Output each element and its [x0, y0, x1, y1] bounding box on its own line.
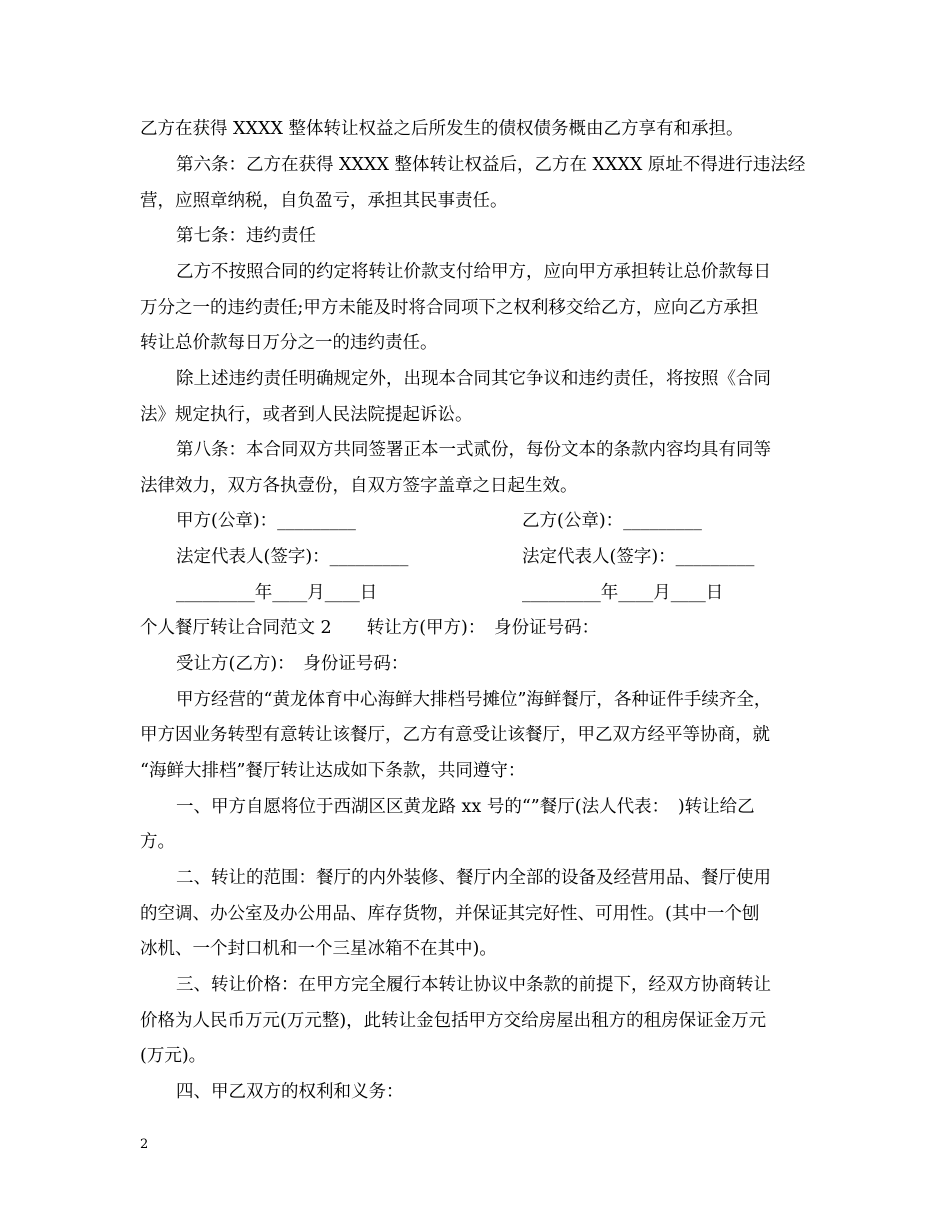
text-line: 万分之一的违约责任;甲方未能及时将合同项下之权利移交给乙方，应向乙方承担 — [140, 298, 759, 318]
party-a-representative: 法定代表人(签字)：_________ — [176, 547, 409, 567]
text-line: 价格为人民币万元(万元整)，此转让金包括甲方交给房屋出租方的租房保证金万元 — [140, 1011, 767, 1031]
text-line: 法》规定执行，或者到人民法院提起诉讼。 — [140, 405, 473, 425]
text-line: (万元)。 — [140, 1046, 207, 1066]
text-line: 法律效力，双方各执壹份，自双方签字盖章之日起生效。 — [140, 476, 578, 496]
clause-3-line: 三、转让价格：在甲方完全履行本转让协议中条款的前提下，经双方协商转让 — [176, 975, 771, 995]
text-line: 的空调、办公室及办公用品、库存货物，并保证其完好性、可用性。(其中一个刨 — [140, 904, 760, 924]
text-line: 营，应照章纳税，自负盈亏，承担其民事责任。 — [140, 191, 508, 211]
text-line: “海鲜大排档”餐厅转让达成如下条款，共同遵守： — [140, 761, 526, 781]
text-line: 转让总价款每日万分之一的违约责任。 — [140, 333, 438, 353]
clause-4-heading: 四、甲乙双方的权利和义务： — [176, 1082, 404, 1102]
clause-1-line: 一、甲方自愿将位于西湖区区黄龙路 xx 号的“”餐厅(法人代表： )转让给乙 — [176, 797, 755, 817]
text-line: 方。 — [140, 832, 175, 852]
party-b-seal: 乙方(公章)：_________ — [522, 511, 702, 531]
article-8-line: 第八条：本合同双方共同签署正本一式贰份，每份文本的条款内容均具有同等 — [176, 440, 771, 460]
page-number: 2 — [140, 1137, 149, 1152]
party-b-representative: 法定代表人(签字)：_________ — [522, 547, 755, 567]
clause-2-line: 二、转让的范围：餐厅的内外装修、餐厅内全部的设备及经营用品、餐厅使用 — [176, 868, 771, 888]
text-line: 甲方因业务转型有意转让该餐厅，乙方有意受让该餐厅，甲乙双方经平等协商，就 — [140, 725, 770, 745]
text-line: 冰机、一个封口机和一个三星冰箱不在其中)。 — [140, 939, 497, 959]
text-line: 除上述违约责任明确规定外，出现本合同其它争议和违约责任，将按照《合同 — [176, 369, 771, 389]
party-b-date: _________年____月____日 — [522, 583, 724, 603]
contract-2-title-line: 个人餐厅转让合同范文 2 转让方(甲方)： 身份证号码： — [140, 618, 600, 638]
text-line: 乙方不按照合同的约定将转让价款支付给甲方，应向甲方承担转让总价款每日 — [176, 262, 771, 282]
text-line: 乙方在获得 XXXX 整体转让权益之后所发生的债权债务概由乙方享有和承担。 — [140, 119, 744, 139]
article-6-line: 第六条：乙方在获得 XXXX 整体转让权益后，乙方在 XXXX 原址不得进行违法经 — [176, 155, 806, 175]
party-a-seal: 甲方(公章)：_________ — [176, 511, 356, 531]
text-line: 甲方经营的“黄龙体育中心海鲜大排档号摊位”海鲜餐厅，各种证件手续齐全， — [176, 690, 772, 710]
transferee-line: 受让方(乙方)： 身份证号码： — [176, 654, 409, 674]
party-a-date: _________年____月____日 — [176, 583, 378, 603]
article-7-heading: 第七条：违约责任 — [176, 226, 316, 246]
